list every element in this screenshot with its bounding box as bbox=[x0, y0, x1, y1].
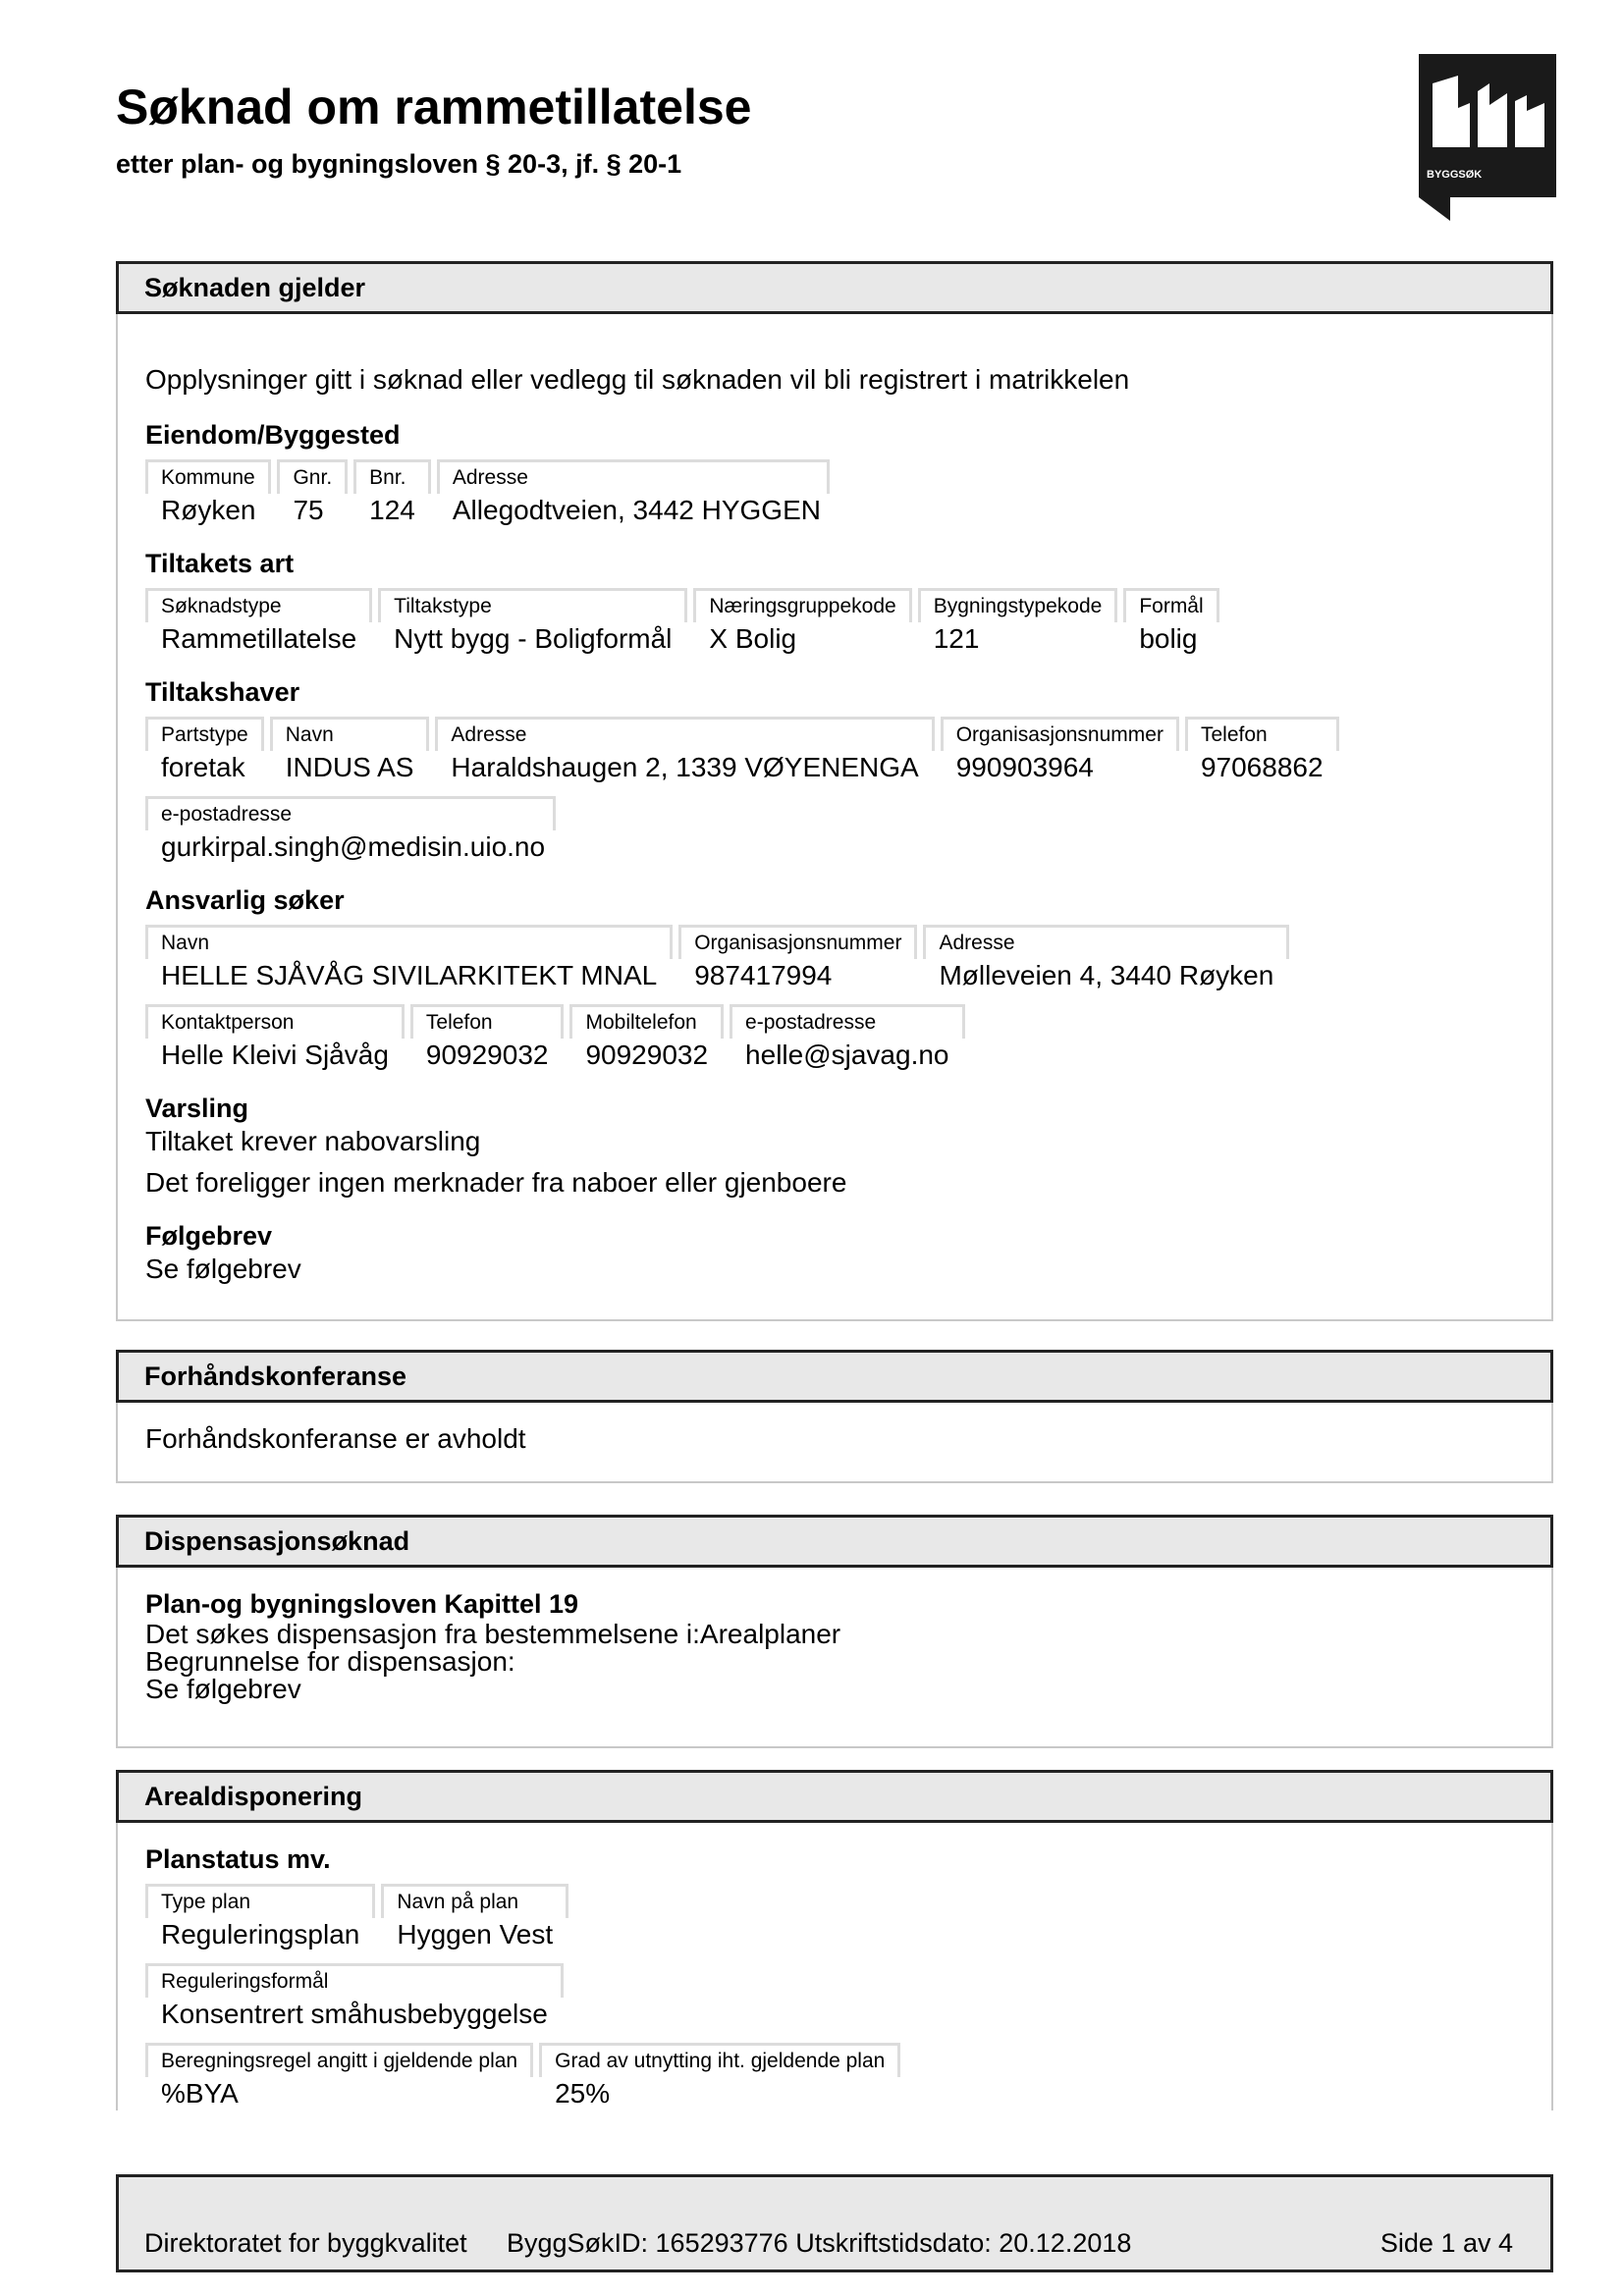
field-tiltakstype: Tiltakstype Nytt bygg - Boligformål bbox=[378, 588, 687, 656]
ansvarlig-soker-fields bbox=[145, 925, 1524, 992]
field-organisasjonsnummer: Organisasjonsnummer 990903964 bbox=[941, 717, 1179, 784]
footer-org: Direktoratet for byggkvalitet bbox=[144, 2228, 467, 2258]
section-heading: Dispensasjonsøknad bbox=[116, 1515, 1553, 1568]
varsling-line-1: Tiltaket krever nabovarsling bbox=[145, 1126, 481, 1156]
reguleringsformal-fields bbox=[145, 1963, 1524, 2031]
dispensasjon-line-2: Begrunnelse for dispensasjon: bbox=[145, 1646, 515, 1677]
tiltakets-art-heading: Tiltakets art bbox=[145, 549, 295, 578]
document-title: Søknad om rammetillatelse bbox=[116, 80, 752, 134]
document-subtitle: etter plan- og bygningsloven § 20-3, jf. § 20-1 bbox=[116, 149, 682, 179]
section-heading: Søknaden gjelder bbox=[116, 261, 1553, 314]
field-grad-av-utnytting: Grad av utnytting iht. gjeldende plan 25% bbox=[539, 2043, 900, 2110]
footer-page-number: Side 1 av 4 bbox=[1380, 2228, 1513, 2258]
field-navn: Navn HELLE SJÅVÅG SIVILARKITEKT MNAL bbox=[145, 925, 673, 992]
field-kommune: Kommune Røyken bbox=[145, 459, 271, 527]
eiendom-fields bbox=[145, 459, 1524, 527]
eiendom-heading: Eiendom/Byggested bbox=[145, 420, 401, 450]
field-adresse: Adresse Mølleveien 4, 3440 Røyken bbox=[923, 925, 1289, 992]
field-bygningstypekode: Bygningstypekode 121 bbox=[918, 588, 1118, 656]
varsling-line-2: Det foreligger ingen merknader fra naboer eller gjenboere bbox=[145, 1167, 847, 1198]
field-navn: Navn INDUS AS bbox=[270, 717, 430, 784]
field-adresse: Adresse Haraldshaugen 2, 1339 VØYENENGA bbox=[435, 717, 934, 784]
section-heading: Arealdisponering bbox=[116, 1770, 1553, 1823]
varsling-heading: Varsling bbox=[145, 1094, 249, 1123]
field-soknadstype: Søknadstype Rammetillatelse bbox=[145, 588, 372, 656]
section-forhandskonferanse bbox=[116, 1350, 1553, 1483]
field-mobiltelefon: Mobiltelefon 90929032 bbox=[569, 1004, 724, 1072]
folgebrev-text: Se følgebrev bbox=[145, 1254, 301, 1284]
field-adresse: Adresse Allegodtveien, 3442 HYGGEN bbox=[437, 459, 830, 527]
field-telefon: Telefon 90929032 bbox=[410, 1004, 565, 1072]
dispensasjon-line-1: Det søkes dispensasjon fra bestemmelsene i:Arealplaner bbox=[145, 1619, 841, 1649]
ansvarlig-soker-heading: Ansvarlig søker bbox=[145, 885, 345, 915]
dispensasjon-line-3: Se følgebrev bbox=[145, 1674, 301, 1704]
field-formal: Formål bolig bbox=[1123, 588, 1218, 656]
field-epostadresse: e-postadresse gurkirpal.singh@medisin.uio.no bbox=[145, 796, 556, 864]
section-soknaden-gjelder bbox=[116, 261, 1553, 1321]
field-navn-pa-plan: Navn på plan Hyggen Vest bbox=[381, 1884, 568, 1951]
footer-id: ByggSøkID: 165293776 Utskriftstidsdato: 20.12.2018 bbox=[507, 2228, 1132, 2258]
tiltakets-art-fields bbox=[145, 588, 1524, 656]
forhandskonferanse-text: Forhåndskonferanse er avholdt bbox=[145, 1423, 526, 1454]
planstatus-heading: Planstatus mv. bbox=[145, 1844, 331, 1874]
section-heading: Forhåndskonferanse bbox=[116, 1350, 1553, 1403]
field-reguleringsformal: Reguleringsformål Konsentrert småhusbebyggelse bbox=[145, 1963, 564, 2031]
ansvarlig-soker-fields-2 bbox=[145, 1004, 1524, 1072]
field-naeringsgruppekode: Næringsgruppekode X Bolig bbox=[693, 588, 911, 656]
dispensasjon-subheading: Plan-og bygningsloven Kapittel 19 bbox=[145, 1589, 579, 1619]
beregning-fields bbox=[145, 2043, 1524, 2110]
page-footer bbox=[116, 2174, 1553, 2272]
field-kontaktperson: Kontaktperson Helle Kleivi Sjåvåg bbox=[145, 1004, 405, 1072]
field-gnr: Gnr. 75 bbox=[277, 459, 348, 527]
section-arealdisponering bbox=[116, 1770, 1553, 2110]
folgebrev-heading: Følgebrev bbox=[145, 1221, 273, 1251]
tiltakshaver-fields bbox=[145, 717, 1524, 784]
field-type-plan: Type plan Reguleringsplan bbox=[145, 1884, 375, 1951]
section-dispensasjon bbox=[116, 1515, 1553, 1748]
field-bnr: Bnr. 124 bbox=[353, 459, 431, 527]
field-telefon: Telefon 97068862 bbox=[1185, 717, 1339, 784]
field-partstype: Partstype foretak bbox=[145, 717, 264, 784]
field-beregningsregel: Beregningsregel angitt i gjeldende plan %BYA bbox=[145, 2043, 533, 2110]
byggsok-logo bbox=[1419, 54, 1556, 221]
tiltakshaver-fields-2 bbox=[145, 796, 1524, 864]
intro-text: Opplysninger gitt i søknad eller vedlegg til søknaden vil bli registrert i matrikkelen bbox=[145, 364, 1130, 395]
planstatus-fields bbox=[145, 1884, 1524, 1951]
logo-text: BYGGSØK bbox=[1427, 169, 1483, 181]
field-epostadresse: e-postadresse helle@sjavag.no bbox=[730, 1004, 964, 1072]
tiltakshaver-heading: Tiltakshaver bbox=[145, 677, 300, 707]
field-organisasjonsnummer: Organisasjonsnummer 987417994 bbox=[678, 925, 917, 992]
